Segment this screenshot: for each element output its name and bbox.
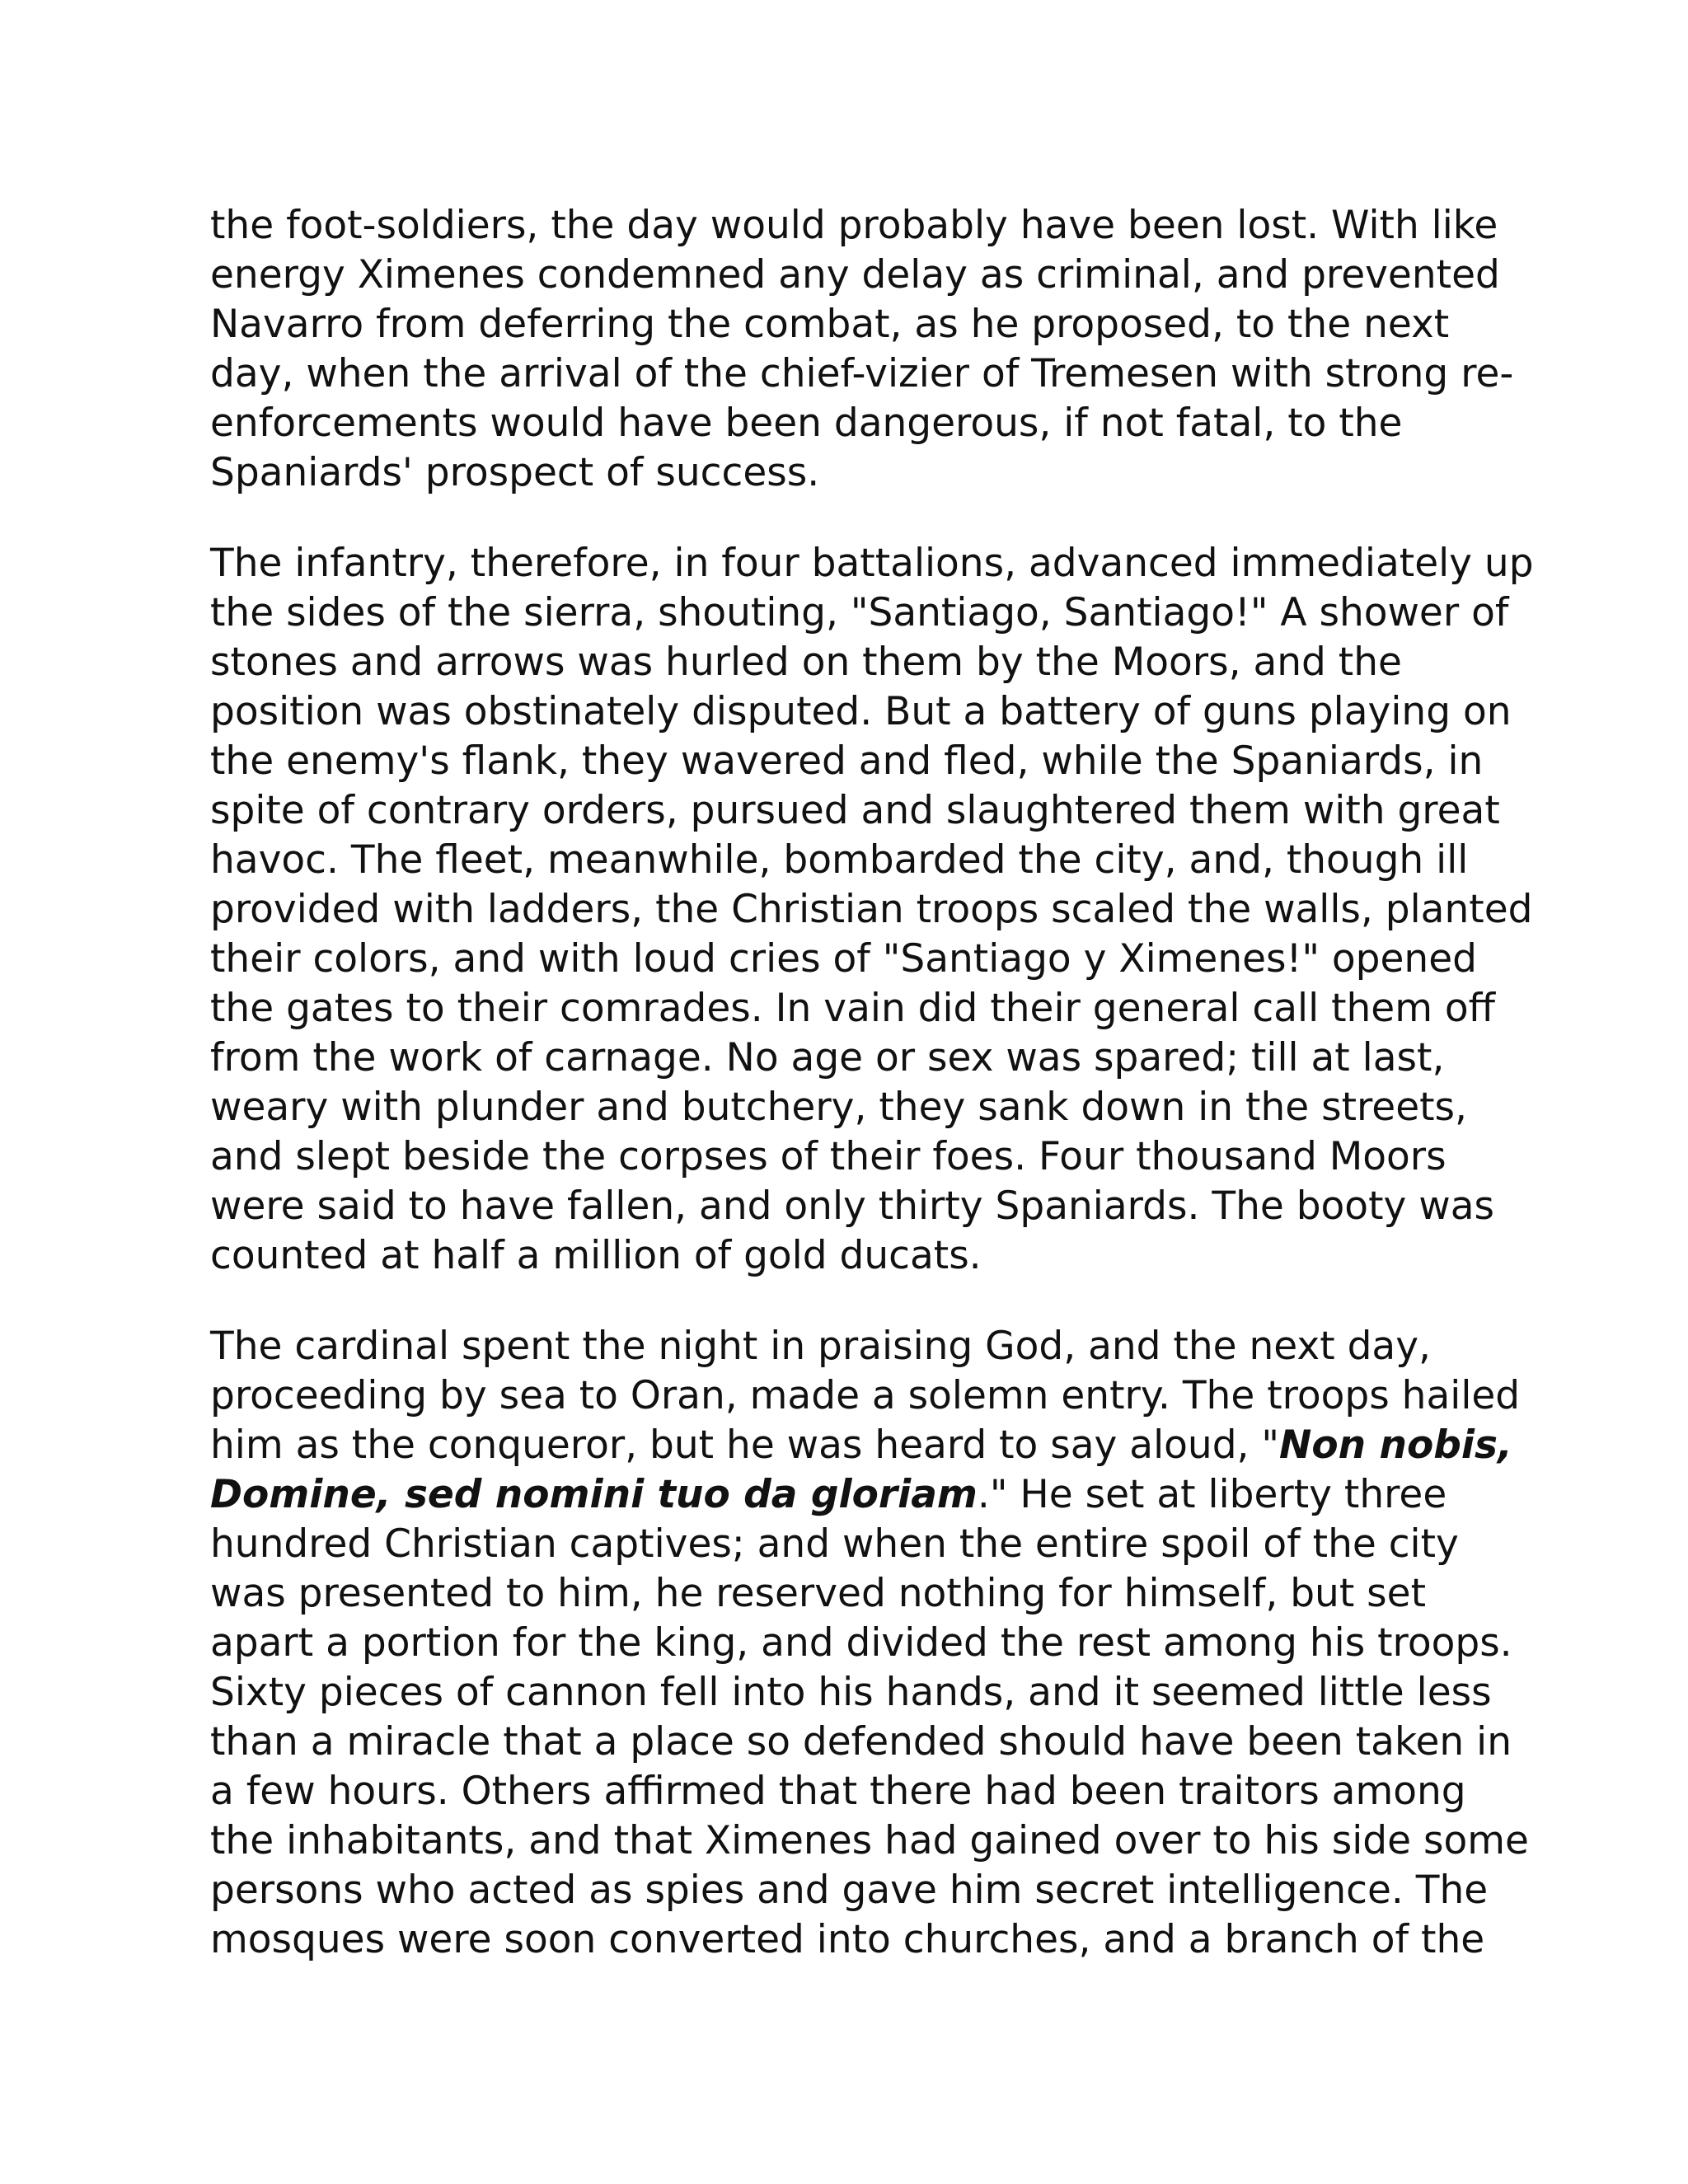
- text-line: persons who acted as spies and gave him secret intelligence. The: [210, 1868, 1489, 1913]
- text-line: apart a portion for the king, and divided the rest among his troops.: [210, 1620, 1512, 1666]
- text-line: weary with plunder and butchery, they sank down in the streets,: [210, 1085, 1467, 1130]
- text-line: the enemy's flank, they wavered and fled, while the Spaniards, in: [210, 738, 1484, 784]
- text-line: mosques were soon converted into churches, and a branch of the: [210, 1917, 1485, 1962]
- text-line: their colors, and with loud cries of "Santiago y Ximenes!" opened: [210, 936, 1477, 982]
- text-line: were said to have fallen, and only thirty Spaniards. The booty was: [210, 1183, 1494, 1229]
- text-line: [210, 1470, 1479, 1520]
- text-line: the inhabitants, and that Ximenes had gained over to his side some: [210, 1818, 1529, 1863]
- text-line: day, when the arrival of the chief-vizier of Tremesen with strong re-: [210, 351, 1514, 396]
- text-line: hundred Christian captives; and when the entire spoil of the city: [210, 1521, 1459, 1567]
- latin-quote-emphasis: Non nobis,: [1279, 1422, 1512, 1468]
- text-line: enforcements would have been dangerous, if not fatal, to the: [210, 401, 1403, 446]
- text-line: Sixty pieces of cannon fell into his hands, and it seemed little less: [210, 1670, 1492, 1715]
- text-run: ." He set at liberty three: [977, 1472, 1447, 1517]
- paragraph-1: [210, 201, 1514, 498]
- text-line: The infantry, therefore, in four battalions, advanced immediately up: [210, 541, 1534, 586]
- text-line: and slept beside the corpses of their foes. Four thousand Moors: [210, 1134, 1447, 1179]
- text-line: the foot-soldiers, the day would probably have been lost. With like: [210, 203, 1498, 248]
- text-line: The cardinal spent the night in praising God, and the next day,: [210, 1324, 1431, 1369]
- text-line: havoc. The fleet, meanwhile, bombarded the city, and, though ill: [210, 837, 1469, 883]
- text-line: position was obstinately disputed. But a battery of guns playing on: [210, 689, 1512, 734]
- text-line: from the work of carnage. No age or sex was spared; till at last,: [210, 1035, 1445, 1080]
- text-line: proceeding by sea to Oran, made a solemn entry. The troops hailed: [210, 1373, 1521, 1418]
- text-line: Spaniards' prospect of success.: [210, 450, 820, 495]
- text-line: spite of contrary orders, pursued and slaughtered them with great: [210, 788, 1500, 833]
- text-line: Navarro from deferring the combat, as he proposed, to the next: [210, 302, 1450, 347]
- paragraph-3: [210, 1322, 1529, 1965]
- text-line: the sides of the sierra, shouting, "Santiago, Santiago!" A shower of: [210, 590, 1509, 635]
- text-line: [210, 1421, 1512, 1470]
- body-text: [210, 201, 1534, 2006]
- text-line: stones and arrows was hurled on them by the Moors, and the: [210, 640, 1402, 685]
- text-line: counted at half a million of gold ducats.: [210, 1233, 982, 1278]
- text-line: was presented to him, he reserved nothing for himself, but set: [210, 1571, 1427, 1616]
- text-line: a few hours. Others affirmed that there had been traitors among: [210, 1769, 1466, 1814]
- latin-quote-emphasis: Domine, sed nomini tuo da gloriam: [210, 1472, 978, 1517]
- text-line: the gates to their comrades. In vain did their general call them off: [210, 986, 1496, 1031]
- text-line: than a miracle that a place so defended should have been taken in: [210, 1719, 1512, 1765]
- text-run: him as the conqueror, but he was heard to say aloud, ": [210, 1422, 1280, 1468]
- paragraph-2: [210, 539, 1534, 1281]
- text-line: energy Ximenes condemned any delay as criminal, and prevented: [210, 252, 1500, 298]
- text-line: provided with ladders, the Christian troops scaled the walls, planted: [210, 887, 1533, 932]
